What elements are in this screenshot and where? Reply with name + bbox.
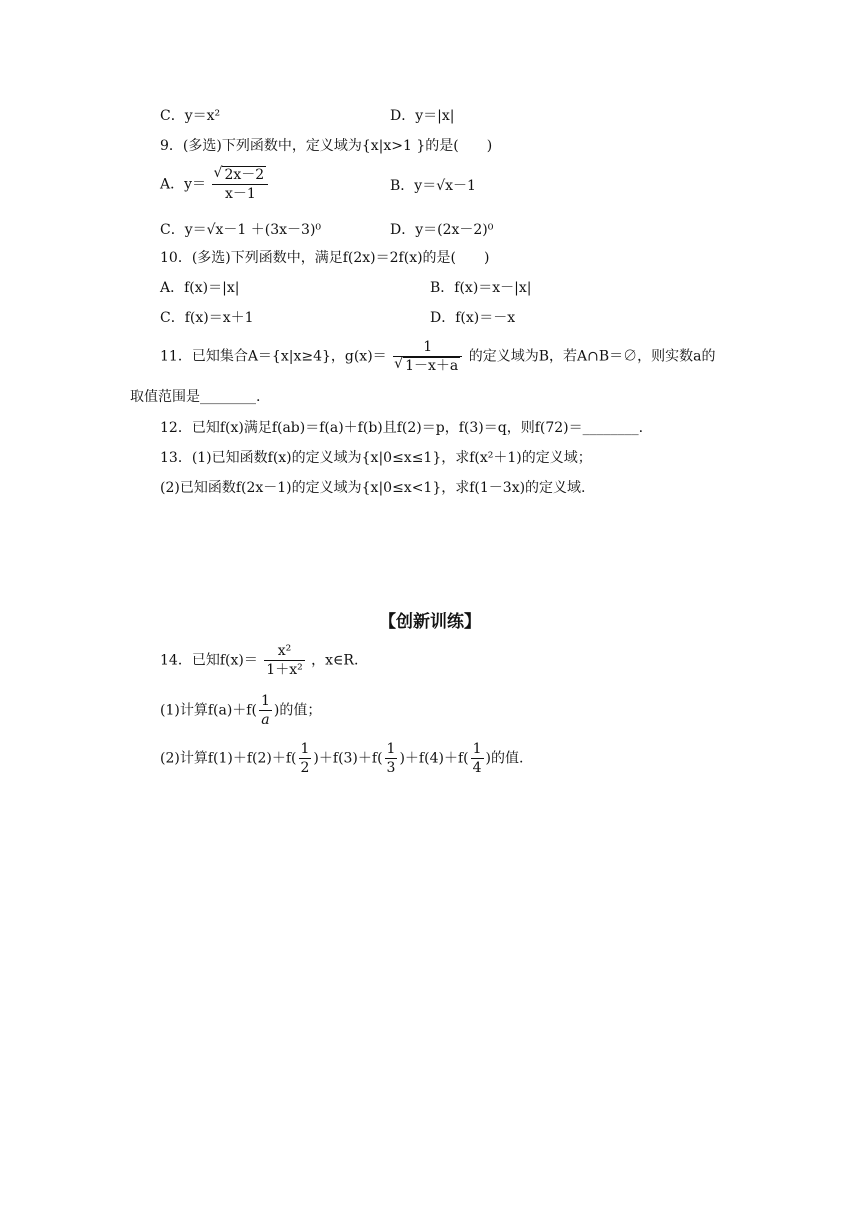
q14-part1 [160, 692, 321, 729]
q10-option-b: B．f(x)＝x－|x| [430, 280, 532, 296]
q14-part2-c: )＋f(4)＋f( [399, 750, 469, 767]
q14-part2-a: (2)计算f(1)＋f(2)＋f( [160, 750, 297, 767]
q14-fraction-denominator: 1＋x² [266, 662, 303, 678]
q9-option-b: B．y＝√x－1 [390, 178, 476, 194]
q13-part1: 13．(1)已知函数f(x)的定义域为{x|0≤x≤1}，求f(x²＋1)的定义域； [160, 450, 592, 466]
q13-part2: (2)已知函数f(2x－1)的定义域为{x|0≤x<1}，求f(1－3x)的定义域. [160, 480, 586, 496]
q14-part2-fraction-2 [385, 740, 398, 777]
q9-option-c: C．y＝√x－1 ＋(3x－3)⁰ [160, 222, 322, 238]
q14-part1-denominator: a [261, 712, 270, 728]
q11-fraction [393, 338, 462, 375]
q11-stem-continued: 取值范围是________. [130, 389, 261, 405]
q10-stem: 10．(多选)下列函数中，满足f(2x)＝2f(x)的是( ) [160, 250, 490, 266]
q14-part2-fraction-3-numerator: 1 [472, 741, 482, 757]
q10-option-d: D．f(x)＝－x [430, 310, 516, 326]
q14-part2-fraction-3-denominator: 4 [472, 760, 482, 776]
q9-option-a-fraction [212, 166, 268, 203]
q9-option-a-numerator: √ 2x－2 [222, 166, 266, 183]
q14-part2-b: )＋f(3)＋f( [313, 750, 383, 767]
q14-stem-start: 14．已知f(x)＝ [160, 652, 258, 669]
q11-stem-end: 的定义域为B，若A∩B＝∅，则实数a的 [468, 348, 716, 365]
q14-part2-fraction-1-denominator: 2 [300, 760, 310, 776]
q14-part1-start: (1)计算f(a)＋f( [160, 702, 257, 719]
q10-option-c: C．f(x)＝x＋1 [160, 310, 254, 326]
q14-stem [160, 642, 358, 679]
q14-stem-end: ，x∈R. [311, 652, 359, 669]
q9-option-d: D．y＝(2x－2)⁰ [390, 222, 494, 238]
q9-option-a [160, 166, 270, 203]
q14-part1-numerator: 1 [260, 693, 270, 709]
q14-fraction [264, 642, 304, 679]
q9-option-a-prefix: A．y＝ [160, 176, 207, 193]
q10-option-a: A．f(x)＝|x| [160, 280, 240, 296]
q14-part2-d: )的值. [485, 750, 524, 767]
q14-part2-fraction-1 [299, 740, 312, 777]
section-heading: 【创新训练】 [379, 612, 481, 632]
q14-part2-fraction-2-numerator: 1 [386, 741, 396, 757]
q14-fraction-numerator: x² [264, 642, 304, 661]
q11-stem-start: 11．已知集合A＝{x|x≥4}，g(x)＝ [160, 348, 387, 365]
q14-part2 [160, 740, 523, 777]
q14-part2-fraction-2-denominator: 3 [386, 760, 396, 776]
q8-option-d: D．y＝|x| [390, 108, 455, 124]
q9-option-a-denominator: x－1 [224, 186, 256, 202]
q14-part2-fraction-3 [471, 740, 484, 777]
q12-stem: 12．已知f(x)满足f(ab)＝f(a)＋f(b)且f(2)＝p，f(3)＝q，则f(72)＝________. [160, 420, 644, 436]
q11-fraction-numerator: 1 [393, 338, 462, 357]
q9-stem: 9．(多选)下列函数中，定义域为{x|x>1 }的是( ) [160, 138, 493, 154]
q14-part2-fraction-1-numerator: 1 [300, 741, 310, 757]
q11-fraction-denominator: √ 1－x＋a [403, 357, 460, 374]
q11-stem [160, 338, 716, 375]
q8-option-c: C．y＝x² [160, 108, 221, 124]
q14-part1-fraction [259, 692, 272, 729]
q14-part1-end: )的值； [273, 702, 322, 719]
